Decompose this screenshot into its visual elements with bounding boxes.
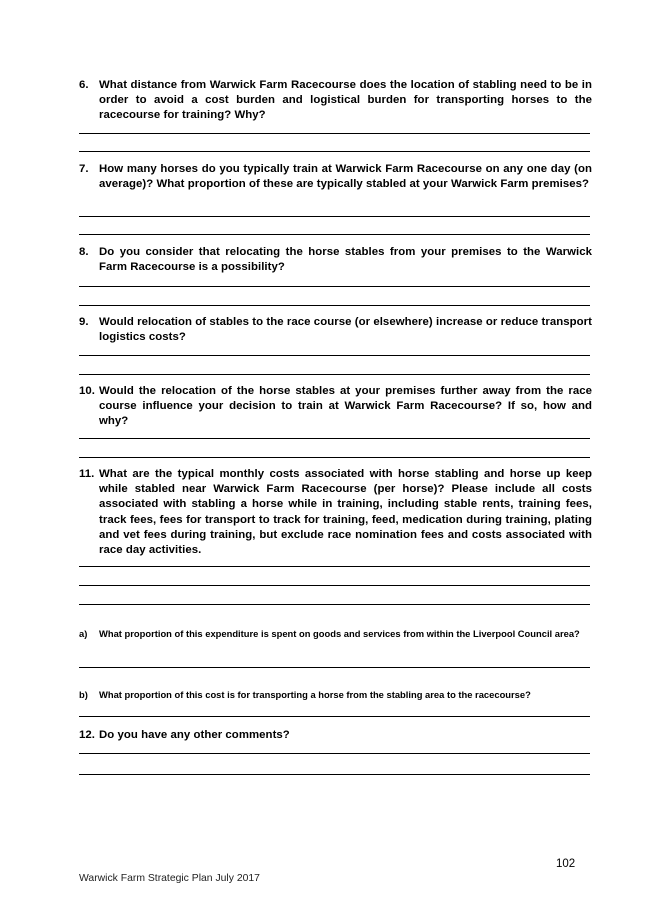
subquestion-text: What proportion of this cost is for transporting a horse from the stabling area to the racecourse? [99,689,531,700]
question-number: 10. [79,385,95,397]
answer-line[interactable] [79,151,590,152]
question-text: What are the typical monthly costs associated with horse stabling and horse up keep while stabled near Warwick Farm Racecourse (per horse)? Please include all costs associated with stabling a horse while in training, including stable rents, training fees, track fees, fees for transport to track for training, feed, medication during training, plating and vet fees during training, but exclude race nomination fees and costs associated with race day activities. [99,468,592,557]
subquestion-label: a) [79,628,88,639]
subquestion-b [79,688,592,702]
answer-line[interactable] [79,585,590,586]
answer-line[interactable] [79,286,590,287]
answer-line[interactable] [79,457,590,458]
answer-line[interactable] [79,438,590,439]
question-text: Do you have any other comments? [99,729,290,741]
question-text: Would relocation of stables to the race course (or elsewhere) increase or reduce transport logistics costs? [99,316,592,344]
question-12 [79,728,592,743]
answer-line[interactable] [79,234,590,235]
answer-line[interactable] [79,305,590,306]
question-number: 7. [79,163,89,175]
question-text: Would the relocation of the horse stables at your premises further away from the race course influence your decision to train at Warwick Farm Racecourse? If so, how and why? [99,385,592,428]
answer-line[interactable] [79,716,590,717]
question-number: 11. [79,468,95,480]
question-6 [79,78,592,124]
answer-line[interactable] [79,355,590,356]
question-text: What distance from Warwick Farm Racecourse does the location of stabling need to be in order to avoid a cost burden and logistical burden for transporting horses to the racecourse for training? Why? [99,79,592,122]
question-11 [79,467,592,558]
question-9 [79,315,592,345]
answer-line[interactable] [79,604,590,605]
answer-line[interactable] [79,753,590,754]
question-number: 12. [79,729,95,741]
question-8 [79,245,592,275]
answer-line[interactable] [79,216,590,217]
question-number: 8. [79,246,89,258]
subquestion-label: b) [79,689,88,700]
page-number: 102 [556,858,576,870]
question-10 [79,384,592,430]
subquestion-a [79,627,592,641]
answer-line[interactable] [79,374,590,375]
question-text: Do you consider that relocating the horse stables from your premises to the Warwick Farm Racecourse is a possibility? [99,246,592,274]
question-7 [79,162,592,192]
answer-line[interactable] [79,774,590,775]
question-number: 6. [79,79,89,91]
answer-line[interactable] [79,566,590,567]
subquestion-text: What proportion of this expenditure is spent on goods and services from within the Liverpool Council area? [99,628,580,639]
answer-line[interactable] [79,667,590,668]
footer-text: Warwick Farm Strategic Plan July 2017 [79,873,260,884]
question-number: 9. [79,316,89,328]
answer-line[interactable] [79,133,590,134]
question-text: How many horses do you typically train at Warwick Farm Racecourse on any one day (on average)? What proportion of these are typically stabled at your Warwick Farm premises? [99,163,592,191]
